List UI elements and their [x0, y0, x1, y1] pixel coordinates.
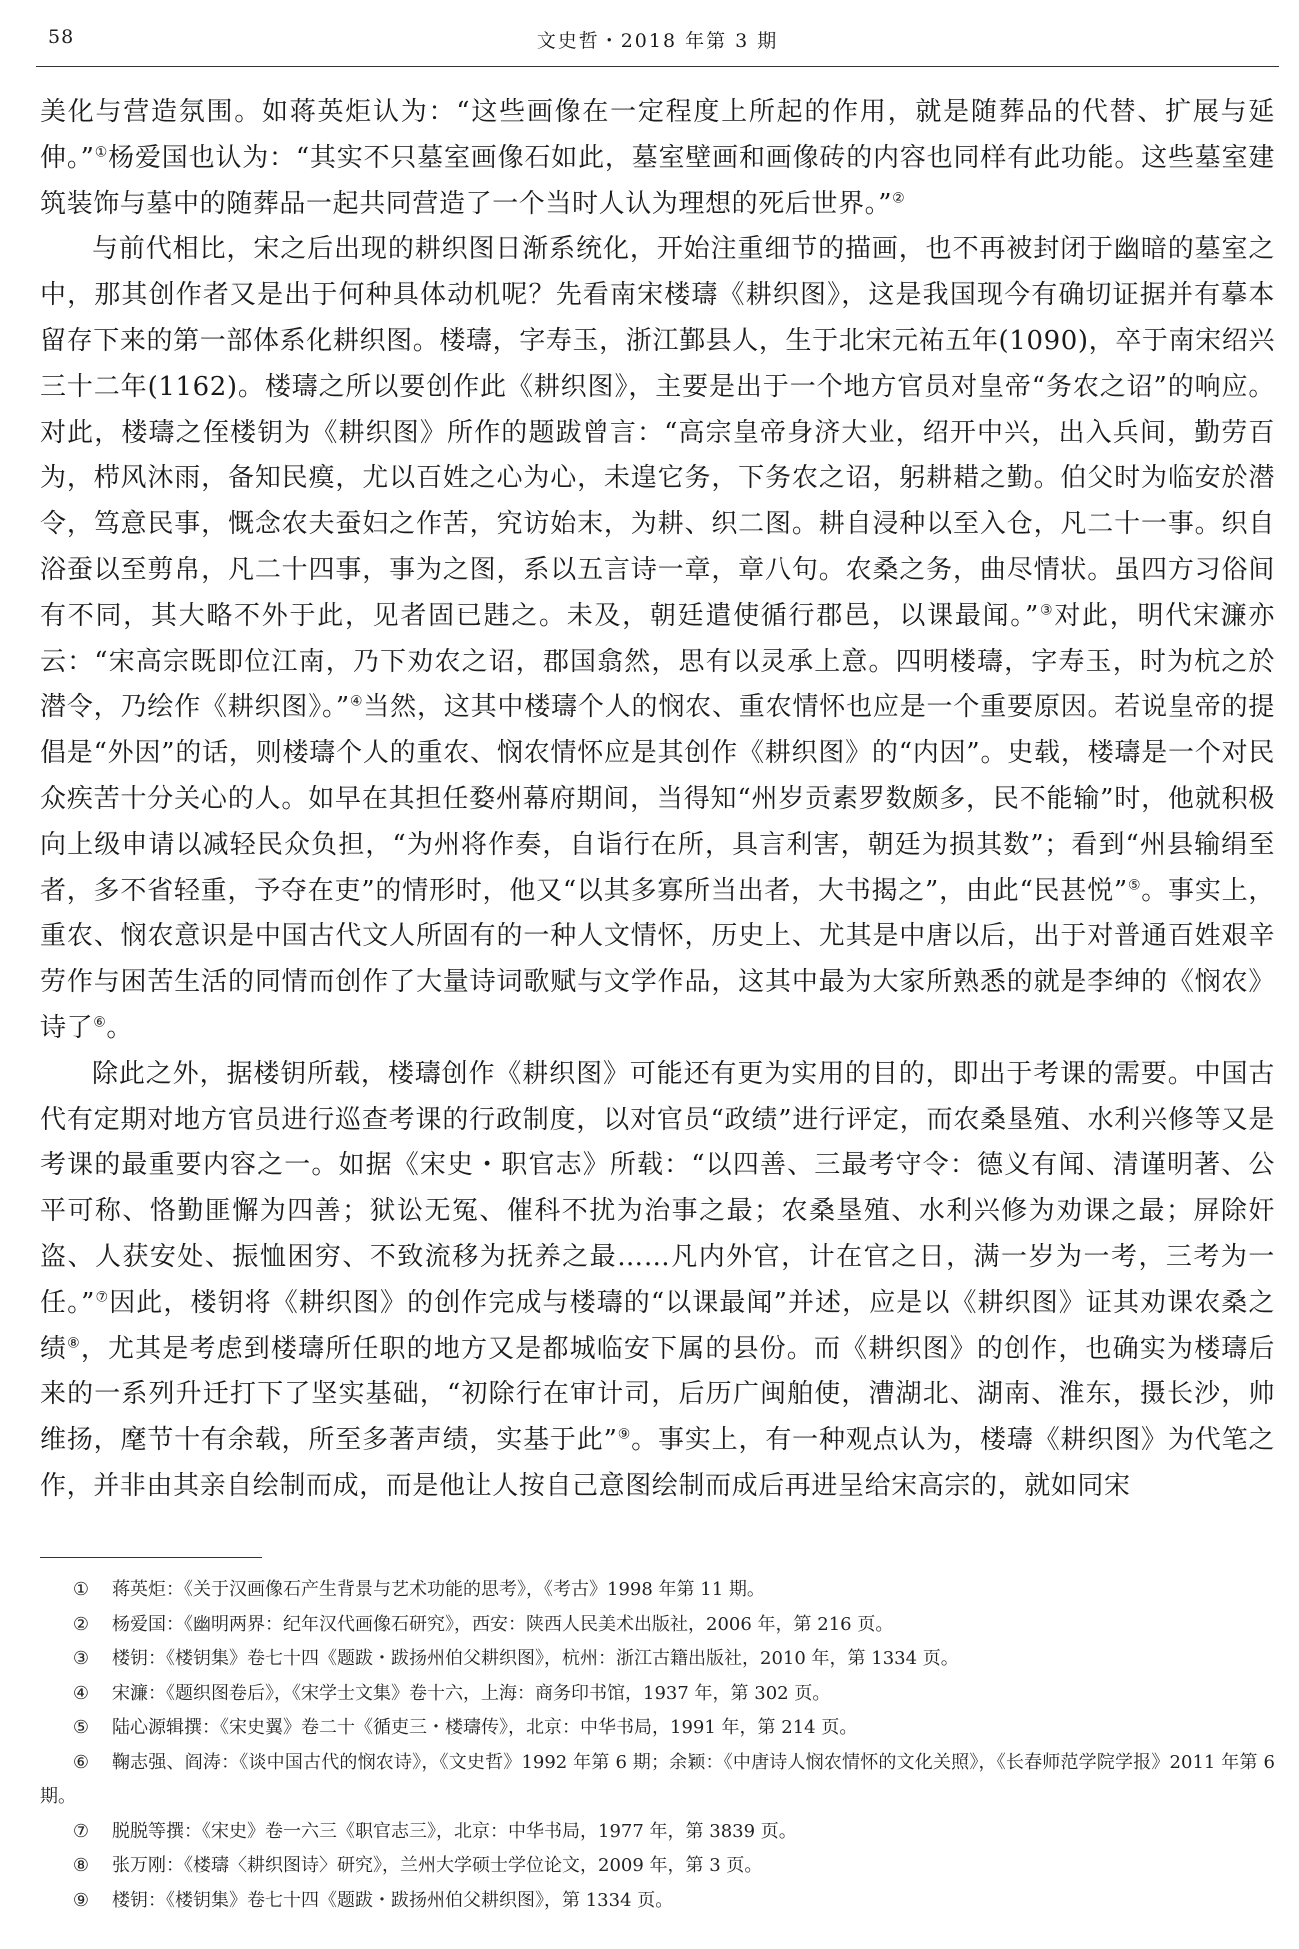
footnote-marker[interactable]: ①	[94, 144, 109, 161]
paragraph	[40, 227, 1275, 1051]
journal-issue-title: 文史哲・2018 年第 3 期	[536, 30, 779, 52]
footnote-number: ⑧	[72, 1855, 90, 1876]
text-run: 杨爱国也认为：“其实不只墓室画像石如此，墓室壁画和画像砖的内容也同样有此功能。这些墓室建筑装饰与墓中的随葬品一起共同营造了一个当时人认为理想的死后世界。”	[40, 142, 1276, 219]
footnote	[40, 1884, 1275, 1919]
footnote-number: ③	[72, 1648, 90, 1669]
page-number: 58	[48, 26, 75, 48]
footnote	[40, 1642, 1275, 1677]
article-body	[40, 90, 1275, 1510]
text-run: 对此，明代宋濂亦云：“宋高宗既即位江南，乃下劝农之诏，郡国翕然，思有以灵承上意。四明楼璹，字寿玉，时为杭之於潜令，乃绘作《耕织图》。”	[40, 600, 1275, 723]
footnote-text: 楼钥：《楼钥集》卷七十四《题跋・跋扬州伯父耕织图》，第 1334 页。	[112, 1889, 674, 1911]
footnote-text: 蒋英炬：《关于汉画像石产生背景与艺术功能的思考》，《考古》1998 年第 11 期。	[112, 1579, 765, 1600]
running-header	[36, 22, 1279, 56]
text-run: 因此，楼钥将《耕织图》的创作完成与楼璹的“以课最闻”并述，应是以《耕织图》证其劝课农桑之绩	[40, 1287, 1275, 1364]
footnote-marker[interactable]: ⑦	[95, 1289, 110, 1306]
text-run: 。事实上，重农、悯农意识是中国古代文人所固有的一种人文情怀，历史上、尤其是中唐以后，出于对普通百姓艰辛劳作与困苦生活的同情而创作了大量诗词歌赋与文学作品，这其中最为大家所熟悉的就是李绅的《悯农》诗了	[40, 875, 1275, 1043]
footnote-text: 楼钥：《楼钥集》卷七十四《题跋・跋扬州伯父耕织图》，杭州：浙江古籍出版社，2010 年，第 1334 页。	[112, 1648, 959, 1669]
header-rule	[36, 66, 1279, 67]
footnote-number: ①	[72, 1579, 90, 1600]
footnote-number: ④	[72, 1682, 90, 1704]
footnote-text: 脱脱等撰：《宋史》卷一六三《职官志三》，北京：中华书局，1977 年，第 3839 页。	[112, 1820, 797, 1842]
text-run: 。	[106, 1012, 133, 1043]
footnote-number: ⑤	[72, 1717, 90, 1738]
footnote-rule	[40, 1557, 262, 1558]
footnote-text: 陆心源辑撰：《宋史翼》卷二十《循吏三・楼璹传》，北京：中华书局，1991 年，第 214 页。	[112, 1717, 858, 1738]
footnote-number: ⑦	[72, 1820, 90, 1842]
footnote	[40, 1677, 1275, 1712]
footnote-marker[interactable]: ④	[349, 693, 364, 710]
footnote-number: ⑨	[72, 1889, 90, 1911]
footnote-text: 张万刚：《楼璹〈耕织图诗〉研究》，兰州大学硕士学位论文，2009 年，第 3 页。	[112, 1855, 763, 1876]
paragraph-continued	[40, 90, 1275, 227]
footnote-marker[interactable]: ⑧	[67, 1334, 81, 1351]
text-run: 。事实上，有一种观点认为，楼璹《耕织图》为代笔之作，并非由其亲自绘制而成，而是他让人按自己意图绘制而成后再进呈给宋高宗的，就如同宋	[40, 1425, 1276, 1501]
footnote-marker[interactable]: ⑥	[93, 1014, 107, 1031]
text-run: 与前代相比，宋之后出现的耕织图日渐系统化，开始注重细节的描画，也不再被封闭于幽暗的墓室之中，那其创作者又是出于何种具体动机呢？先看南宋楼璹《耕织图》，这是我国现今有确切证据并有摹本留存下来的第一部体系化耕织图。楼璹，字寿玉，浙江鄞县人，生于北宋元祐五年(1090)，卒于南宋绍兴三十二年(1162)。楼璹之所以要创作此《耕织图》，主要是出于一个地方官员对皇帝“务农之诏”的响应。对此，楼璹之侄楼钥为《耕织图》所作的题跋曾言：“高宗皇帝身济大业，绍开中兴，出入兵间，勤劳百为，栉风沐雨，备知民瘼，尤以百姓之心为心，未遑它务，下务农之诏，躬耕耤之勤。伯父时为临安於潜令，笃意民事，慨念农夫蚕妇之作苦，究访始末，为耕、织二图。耕自浸种以至入仓，凡二十一事。织自浴蚕以至剪帛，凡二十四事，事为之图，系以五言诗一章，章八句。农桑之务，曲尽情状。虽四方习俗间有不同，其大略不外于此，见者固已韪之。未及，朝廷遣使循行郡邑，以课最闻。”	[40, 234, 1275, 631]
footnote-text: 鞠志强、阎涛：《谈中国古代的悯农诗》，《文史哲》1992 年第 6 期；余颖：《中唐诗人悯农情怀的文化关照》，《长春师范学院学报》2011 年第 6 期。	[40, 1751, 1275, 1807]
text-run: ，尤其是考虑到楼璹所任职的地方又是都城临安下属的县份。而《耕织图》的创作，也确实为楼璹后来的一系列升迁打下了坚实基础，“初除行在审计司，后历广闽舶使，漕湖北、湖南、淮东，摄长沙，帅维扬，麾节十有余载，所至多著声绩，实基于此”	[40, 1333, 1275, 1456]
paragraph	[40, 1052, 1275, 1510]
footnote	[40, 1573, 1275, 1608]
text-run: 当然，这其中楼璹个人的悯农、重农情怀也应是一个重要原因。若说皇帝的提倡是“外因”的话，则楼璹个人的重农、悯农情怀应是其创作《耕织图》的“内因”。史载，楼璹是一个对民众疾苦十分关心的人。如早在其担任婺州幕府期间，当得知“州岁贡素罗数颇多，民不能输”时，他就积极向上级申请以减轻民众负担，“为州将作奏，自诣行在所，具言利害，朝廷为损其数”；看到“州县输绢至者，多不省轻重，予夺在吏”的情形时，他又“以其多寡所当出者，大书揭之”，由此“民甚悦”	[40, 692, 1275, 906]
footnote-text: 宋濂：《题织图卷后》，《宋学士文集》卷十六，上海：商务印书馆，1937 年，第 302 页。	[112, 1682, 831, 1704]
footnote	[40, 1711, 1275, 1746]
footnote-marker[interactable]: ③	[1038, 602, 1055, 619]
footnote-marker[interactable]: ②	[892, 189, 906, 206]
footnote	[40, 1608, 1275, 1643]
footnote-number: ②	[72, 1613, 90, 1635]
footnote-text: 杨爱国：《幽明两界：纪年汉代画像石研究》，西安：陕西人民美术出版社，2006 年，第 216 页。	[112, 1613, 894, 1635]
footnotes-section	[40, 1573, 1275, 1918]
footnote-number: ⑥	[72, 1751, 90, 1773]
footnote	[40, 1746, 1275, 1815]
footnote-marker[interactable]: ⑨	[617, 1426, 632, 1443]
text-run: 除此之外，据楼钥所载，楼璹创作《耕织图》可能还有更为实用的目的，即出于考课的需要。中国古代有定期对地方官员进行巡查考课的行政制度，以对官员“政绩”进行评定，而农桑垦殖、水利兴修等又是考课的最重要内容之一。如据《宋史・职官志》所载：“以四善、三最考守令：德义有闻、清谨明著、公平可称、恪勤匪懈为四善；狱讼无冤、催科不扰为治事之最；农桑垦殖、水利兴修为劝课之最；屏除奸盗、人获安处、振恤困穷、不致流移为抚养之最……凡内外官，计在官之日，满一岁为一考，三考为一任。”	[40, 1058, 1275, 1318]
footnote-marker[interactable]: ⑤	[1127, 876, 1142, 893]
footnote	[40, 1849, 1275, 1884]
text-run: 美化与营造氛围。如蒋英炬认为：“这些画像在一定程度上所起的作用，就是随葬品的代替、扩展与延伸。”	[40, 97, 1275, 173]
footnote	[40, 1815, 1275, 1850]
